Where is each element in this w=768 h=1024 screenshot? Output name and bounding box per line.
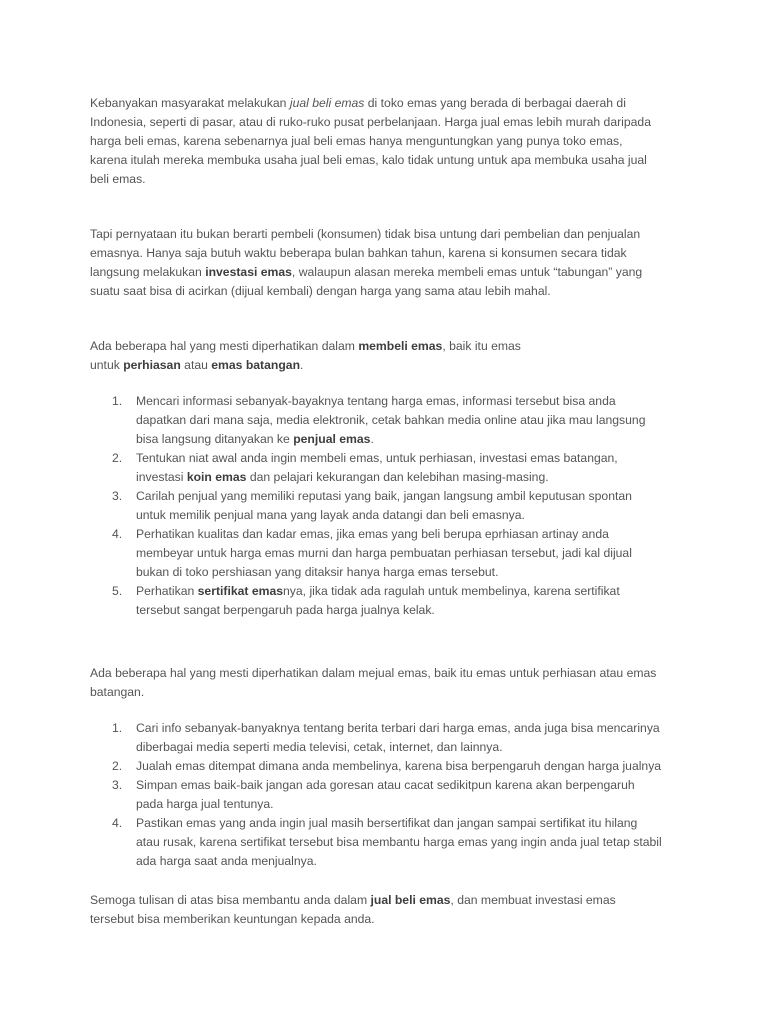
text-line: Tentukan niat awal anda ingin membeli emas, untuk perhiasan, investasi emas batangan, <box>136 451 618 465</box>
text-run: , dan membuat investasi emas <box>450 893 616 907</box>
text-run: Kebanyakan masyarakat melakukan <box>90 96 290 110</box>
bold-phrase: perhiasan <box>123 358 181 372</box>
text-line: Pastikan emas yang anda ingin jual masih bersertifikat dan jangan sampai sertifikat itu hilang <box>136 816 638 830</box>
text-run: nya, jika tidak ada ragulah untuk membelinya, karena sertifikat <box>283 584 620 598</box>
text-line <box>90 356 690 375</box>
paragraph-buying-intro <box>90 337 690 375</box>
list-number: 4. <box>112 816 123 830</box>
text-line: pada harga jual tentunya. <box>136 797 274 811</box>
list-item <box>112 582 690 620</box>
text-line <box>90 94 690 113</box>
text-run: di toko emas yang berada di berbagai daerah di <box>364 96 626 110</box>
list-item <box>112 392 690 449</box>
list-item <box>112 776 690 814</box>
text-line: Jualah emas ditempat dimana anda membelinya, karena bisa berpengaruh dengan harga jualnya <box>136 759 662 773</box>
text-line: Ada beberapa hal yang mesti diperhatikan dalam mejual emas, baik itu emas untuk perhiasan atau emas <box>90 666 657 680</box>
text-line: karena itulah mereka membuka usaha jual beli emas, kalo tidak untung untuk apa membuka usaha jual <box>90 153 647 167</box>
text-line: emasnya. Hanya saja butuh waktu beberapa bulan bahkan tahun, karena si konsumen secara tidak <box>90 246 627 260</box>
text-run: , walaupun alasan mereka membeli emas untuk “tabungan” yang <box>291 265 643 279</box>
text-line: ada harga saat anda menjualnya. <box>136 854 317 868</box>
list-number: 1. <box>112 721 123 735</box>
document-body <box>90 94 690 929</box>
text-line <box>136 430 690 449</box>
paragraph-selling-intro <box>90 664 690 702</box>
text-line: membeyar untuk harga emas murni dan harga pembuatan perhiasan tersebut, jadi kal dijual <box>136 546 632 560</box>
text-line: Perhatikan kualitas dan kadar emas, jika emas yang beli berupa eprhiasan artinay anda <box>136 527 609 541</box>
list-number: 3. <box>112 489 123 503</box>
text-run: , baik itu emas <box>442 339 521 353</box>
text-run: investasi <box>136 470 187 484</box>
paragraph-consumer <box>90 225 690 301</box>
text-line: beli emas. <box>90 172 146 186</box>
list-number: 1. <box>112 394 123 408</box>
list-number: 2. <box>112 451 123 465</box>
text-line <box>90 337 690 356</box>
text-line: Mencari informasi sebanyak-bayaknya tentang harga emas, informasi tersebut bisa anda <box>136 394 616 408</box>
text-line <box>90 891 690 910</box>
list-number: 2. <box>112 759 123 773</box>
text-line: Carilah penjual yang memiliki reputasi yang baik, jangan langsung ambil keputusan spontan <box>136 489 632 503</box>
list-item <box>112 525 690 582</box>
list-item <box>112 487 690 525</box>
text-line: Simpan emas baik-baik jangan ada goresan atau cacat sedikitpun karena akan berpengaruh <box>136 778 635 792</box>
bold-phrase: koin emas <box>186 470 247 484</box>
list-item <box>112 814 690 871</box>
bold-phrase: membeli emas <box>358 339 443 353</box>
list-item <box>112 719 690 757</box>
text-line <box>90 263 690 282</box>
text-line: diberbagai media seperti media televisi, cetak, internet, dan lainnya. <box>136 740 503 754</box>
buying-tips-list <box>90 392 690 620</box>
paragraph-closing <box>90 891 690 929</box>
list-number: 3. <box>112 778 123 792</box>
selling-tips-list <box>90 719 690 871</box>
bold-phrase: penjual emas <box>293 432 371 446</box>
bold-phrase: sertifikat emas <box>197 584 284 598</box>
bold-phrase: investasi emas <box>205 265 292 279</box>
text-line: tersebut bisa memberikan keuntungan kepada anda. <box>90 912 375 926</box>
paragraph-intro <box>90 94 690 189</box>
text-line: tersebut sangat berpengaruh pada harga jualnya kelak. <box>136 603 435 617</box>
bold-phrase: emas batangan <box>211 358 301 372</box>
text-line: Tapi pernyataan itu bukan berarti pembeli (konsumen) tidak bisa untung dari pembelian dan penjualan <box>90 227 641 241</box>
italic-phrase: jual beli emas <box>289 96 365 110</box>
text-run: Semoga tulisan di atas bisa membantu anda dalam <box>90 893 371 907</box>
text-line: Indonesia, seperti di pasar, atau di ruko-ruko pusat perbelanjaan. Harga jual emas lebih murah daripada <box>90 115 651 129</box>
text-run: . <box>300 358 304 372</box>
text-line <box>136 468 690 487</box>
text-run: bisa langsung ditanyakan ke <box>136 432 294 446</box>
text-run: Perhatikan <box>136 584 198 598</box>
text-run: Ada beberapa hal yang mesti diperhatikan dalam <box>90 339 359 353</box>
bold-phrase: jual beli emas <box>370 893 451 907</box>
list-item <box>112 449 690 487</box>
text-line: untuk memilik penjual mana yang layak anda datangi dan beli emasnya. <box>136 508 525 522</box>
list-number: 4. <box>112 527 123 541</box>
text-line: Cari info sebanyak-banyaknya tentang berita terbari dari harga emas, anda juga bisa mencarinya <box>136 721 660 735</box>
text-run: . <box>370 432 374 446</box>
list-item <box>112 757 690 776</box>
text-line: batangan. <box>90 685 145 699</box>
text-line: harga beli emas, karena sebenarnya jual beli emas hanya menguntungkan yang punya toko emas, <box>90 134 623 148</box>
list-number: 5. <box>112 584 123 598</box>
text-line: bukan di toko pershiasan yang ditaksir hanya harga emas tersebut. <box>136 565 499 579</box>
text-line: atau rusak, karena sertifikat tersebut bisa membantu harga emas yang ingin anda jual tetap stabil <box>136 835 662 849</box>
text-run: dan pelajari kekurangan dan kelebihan masing-masing. <box>246 470 549 484</box>
text-line <box>136 582 690 601</box>
text-line: suatu saat bisa di acirkan (dijual kembali) dengan harga yang sama atau lebih mahal. <box>90 284 551 298</box>
text-run: untuk <box>90 358 124 372</box>
text-run: langsung melakukan <box>90 265 206 279</box>
text-line: dapatkan dari mana saja, media elektronik, cetak bahkan media online atau jika mau langsung <box>136 413 646 427</box>
text-run: atau <box>180 358 212 372</box>
